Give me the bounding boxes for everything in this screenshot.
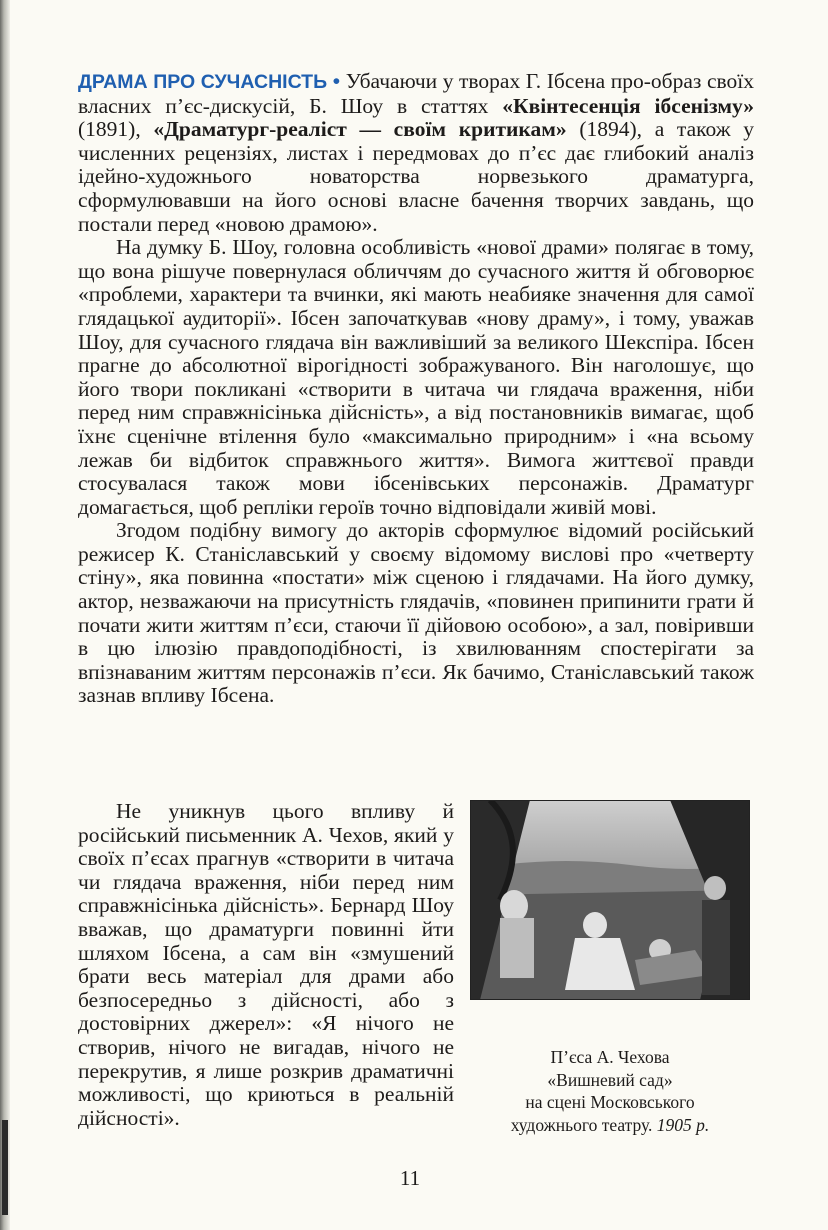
paragraph-2: На думку Б. Шоу, головна особливість «нової драми» полягає в тому, що вона рішуче повернулася обличчям до сучасного життя й обговорює «проблеми, характери та вчинки, які мають неабияке значення для самої глядацької аудиторії». Ібсен започаткував «нову драму», і тому, уважав Шоу, для сучасного глядача він важливіший за великого Шекспіра. Ібсен прагне до абсолютної вірогідності зображуваного. Він наголошує, що його твори покликані «створити в читача чи глядача враження, ніби перед ним справжнісінька дійсність», а від постановників вимагає, щоб їхнє сценічне втілення було «максимально природним» і «на всьому лежав би відбиток справжнього життя». Вимога життєвої правди стосувалася також мови ібсенівських персонажів. Драматург домагається, щоб репліки героїв точно відповідали живій мові. [78, 235, 754, 519]
main-text-column [78, 70, 754, 708]
photo-caption [470, 1046, 750, 1136]
page-binding-shadow [0, 0, 10, 1230]
paragraph-1-text-b: (1891), [78, 117, 154, 142]
paragraph-3: Згодом подібну вимогу до акторів сформулює відомий російський режисер К. Станіславський у своєму відомому вислові про «четверту стіну», яка повинна «постати» між сценою і глядачами. На його думку, актор, незважаючи на присутність глядачів, «повинен припинити грати й почати жити життям п’єси, стаючи її дійовою особою», а зал, повіривши в цю ілюзію правдоподібності, із хвилюванням спостерігати за впізнаваним життям персонажів п’єси. Як бачимо, Станіславський також зазнав впливу Ібсена. [78, 518, 754, 708]
caption-line-2: «Вишневий сад» [547, 1069, 673, 1090]
paragraph-1 [78, 70, 754, 236]
photo-image [470, 800, 750, 1000]
article-title-1: «Квінтесенція ібсенізму» [502, 93, 754, 118]
caption-year: 1905 р. [656, 1114, 710, 1135]
left-narrow-column [78, 800, 454, 1130]
paragraph-4: Не уникнув цього впливу й російський письменник А. Чехов, який у своїх п’єсах прагнув «створити в читача чи глядача враження, ніби перед ним справжнісінька дійсність». Бернард Шоу вважав, що драматурги повинні йти шляхом Ібсена, а сам він «змушений брати весь матеріал для драми або безпосередньо з дійсності, або з достовірних джерел»: «Я нічого не створив, нічого не вигадав, нічого не перекрутив, я лише розкрив драматичні можливості, що криються в реальній дійсності». [78, 799, 454, 1130]
caption-line-3: на сцені Московського [525, 1092, 695, 1112]
caption-theatre: художнього театру. [510, 1114, 653, 1135]
binding-mark [2, 1120, 8, 1215]
section-heading: ДРАМА ПРО СУЧАСНІСТЬ [78, 71, 328, 93]
caption-line-1: П’єса А. Чехова [550, 1047, 670, 1067]
heading-bullet: • [332, 69, 341, 93]
caption-line-4 [470, 1114, 750, 1137]
page-number: 11 [399, 1166, 421, 1190]
paragraph-1-text-a: Убачаючи у творах Г. Ібсена про-образ своїх власних п’єс-дискусій, Б. Шоу в статтях [78, 69, 754, 118]
paragraph-1-text-c: (1894), а також у численних рецензіях, листах і передмовах до п’єс дає глибокий аналіз ідейно-художнього новаторства норвезького драматурга, сформулювавши на його основі власне бачення творчих завдань, що постали перед «новою драмою». [78, 117, 754, 236]
article-title-2: «Драматург-реаліст — своїм критикам» [153, 117, 567, 142]
theatre-photo [470, 800, 750, 1000]
